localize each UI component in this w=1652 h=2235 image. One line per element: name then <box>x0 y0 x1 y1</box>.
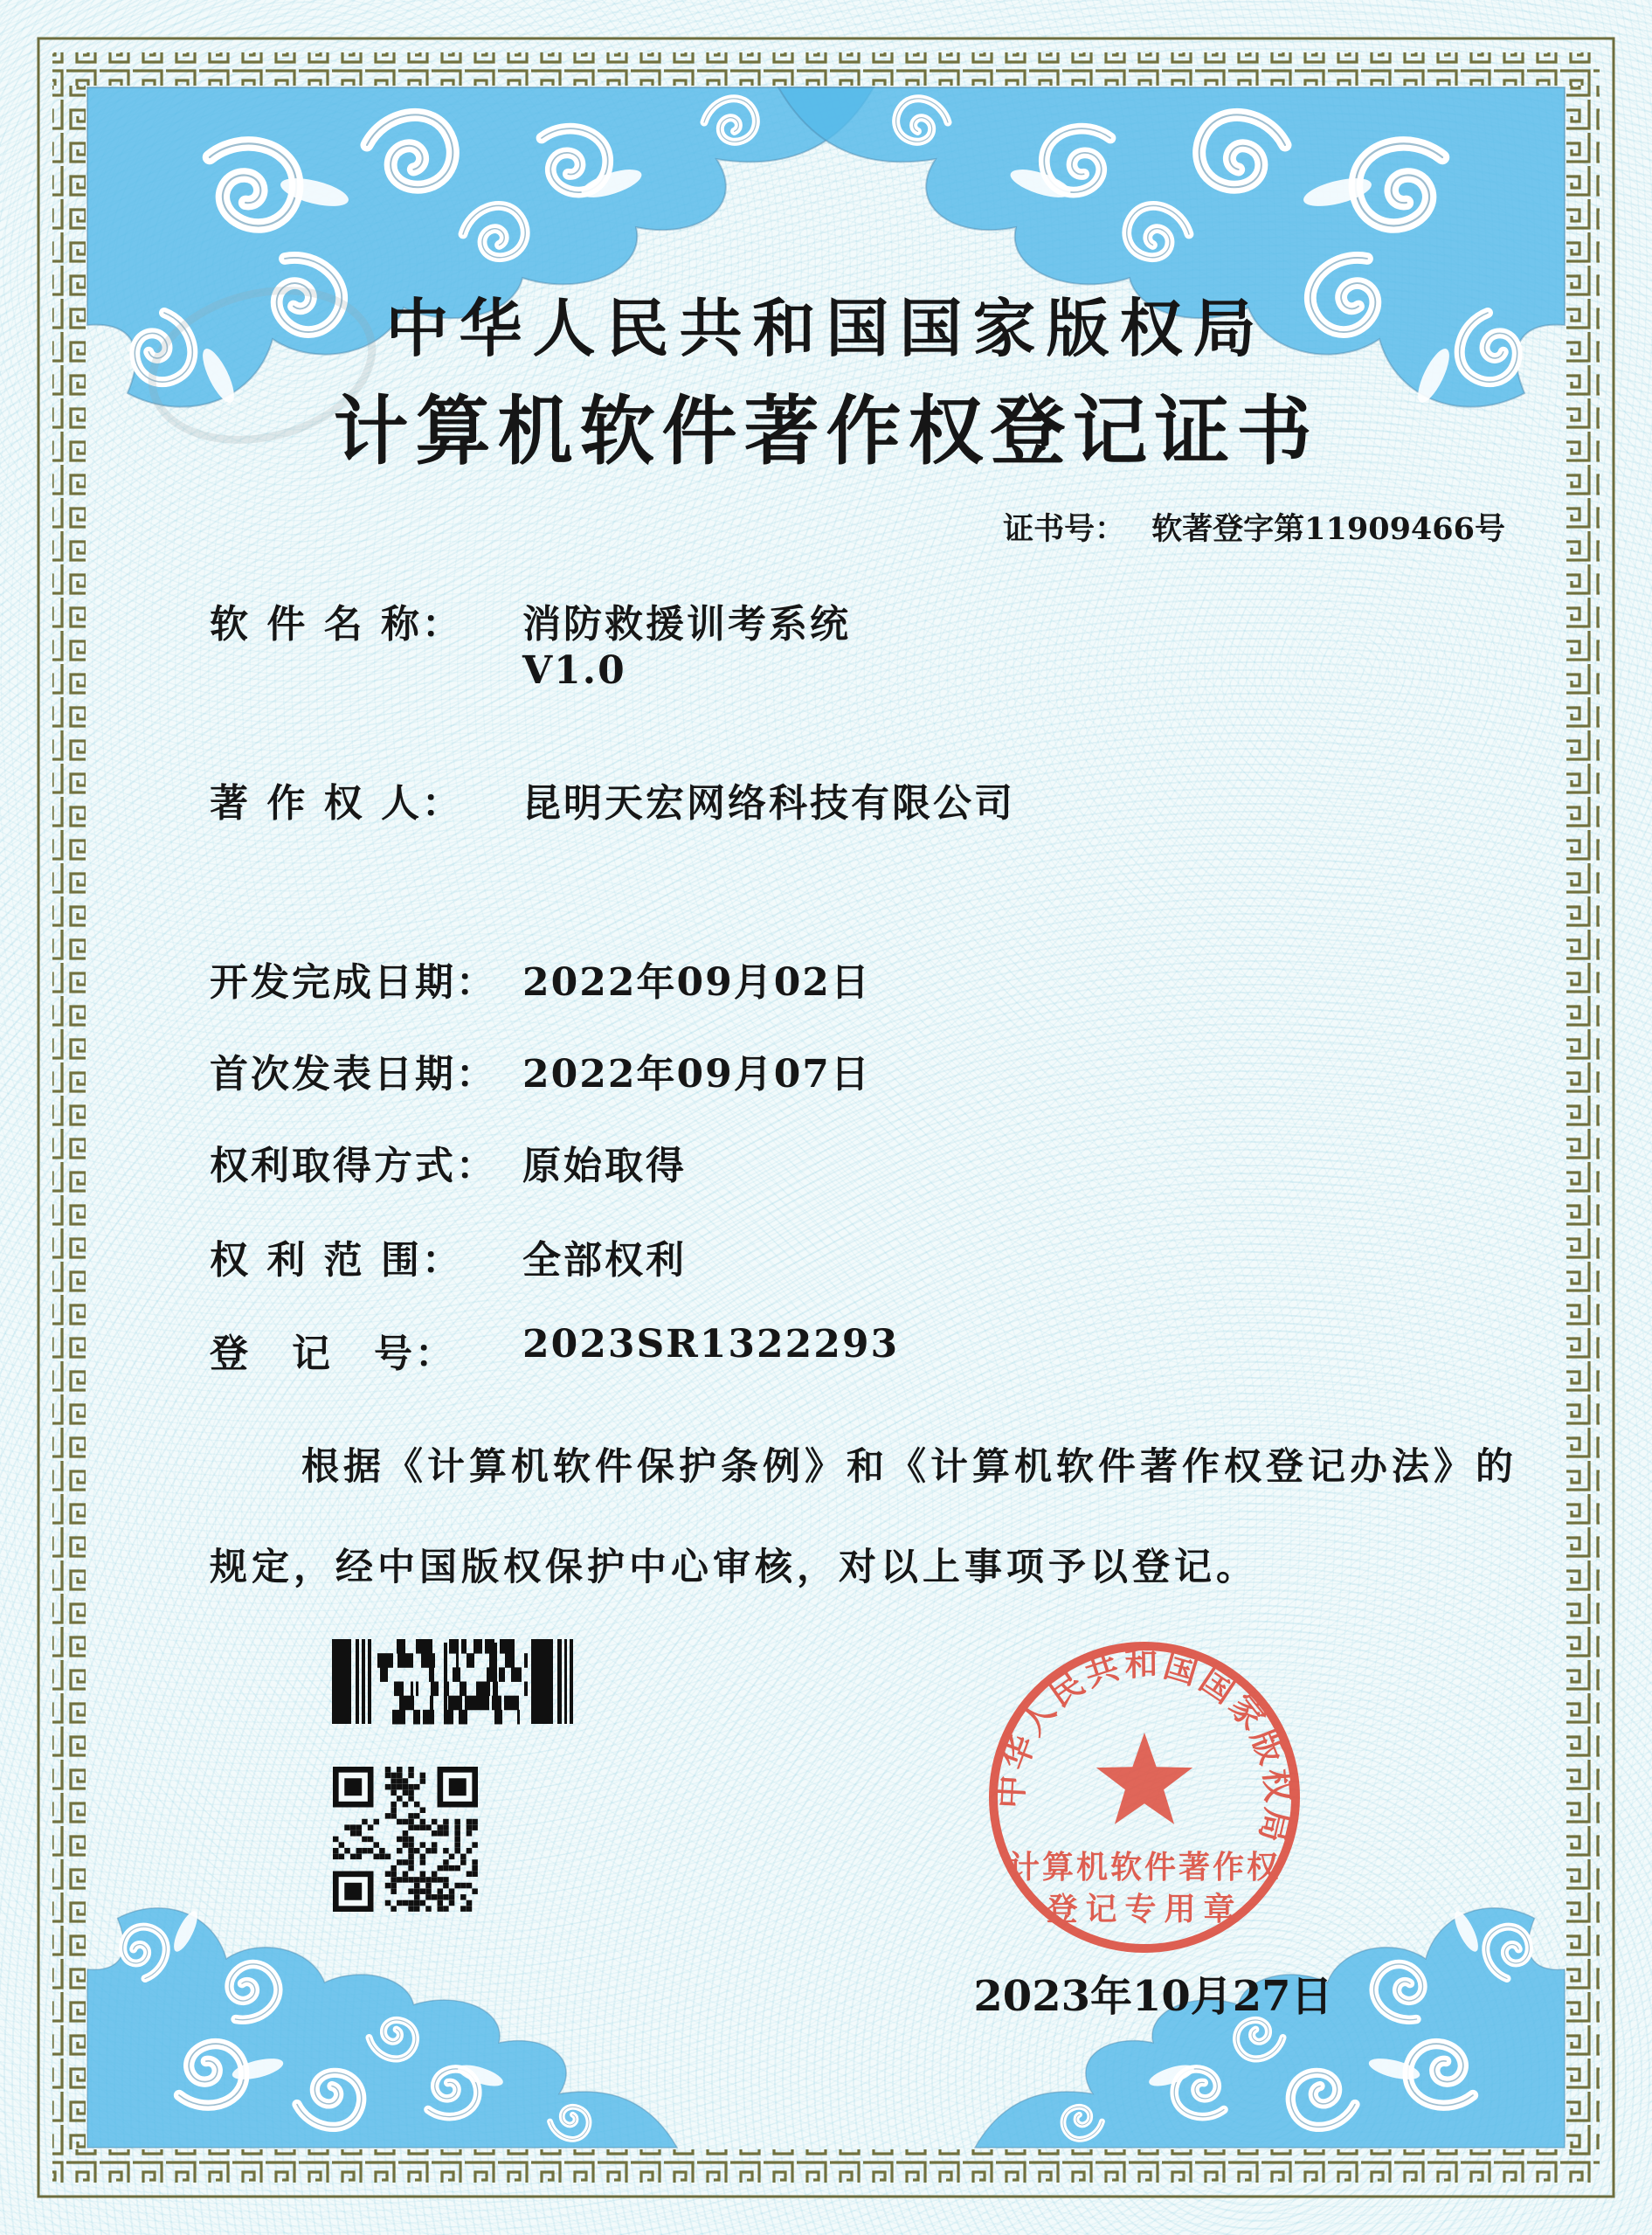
corner-ornament-bottom-left <box>87 1908 677 2148</box>
field-label: 登 记 号： <box>210 1332 456 1376</box>
authority-title: 中华人民共和国国家版权局 <box>385 291 1267 365</box>
statement-line-2: 规定，经中国版权保护中心审核，对以上事项予以登记。 <box>210 1546 1258 1589</box>
certificate-number-line <box>1003 505 1505 549</box>
statement-line-1: 根据《计算机软件保护条例》和《计算机软件著作权登记办法》的 <box>301 1445 1517 1489</box>
field-value-copyright-owner: 昆明天宏网络科技有限公司 <box>522 781 1015 826</box>
field-row-first-publish-date <box>0 1042 1652 1097</box>
svg-text:中华人民共和国国家版权局 <box>988 1623 1317 1850</box>
field-row-software-name <box>0 592 1652 647</box>
meander-band-bottom <box>52 2149 1600 2183</box>
field-row-dev-complete-date <box>0 951 1652 1005</box>
certificate-number-value: 软著登字第11909466号 <box>1151 511 1505 547</box>
field-label: 权利取得方式： <box>210 1144 497 1188</box>
field-value-registration-number: 2023SR1322293 <box>522 1322 900 1367</box>
field-row-copyright-owner <box>0 772 1652 826</box>
certificate-title: 计算机软件著作权登记证书 <box>333 387 1319 475</box>
field-label: 软 件 名 称： <box>210 602 463 647</box>
barcode <box>332 1639 575 1725</box>
official-seal <box>965 1618 1324 1976</box>
field-label: 开发完成日期： <box>210 960 497 1005</box>
field-value-rights-scope: 全部权利 <box>522 1238 687 1283</box>
seal-ring-text: 中华人民共和国国家版权局 <box>991 1644 1298 1850</box>
field-label: 首次发表日期： <box>210 1052 497 1097</box>
field-row-registration-number <box>0 1322 1652 1376</box>
issue-date: 2023年10月27日 <box>973 1972 1333 2021</box>
meander-band-top <box>52 52 1600 86</box>
field-row-rights-scope <box>0 1228 1652 1283</box>
seal-line-2: 登记专用章 <box>1046 1892 1243 1927</box>
seal-star-icon <box>1096 1733 1192 1824</box>
qr-code <box>333 1767 478 1912</box>
field-label: 著 作 权 人： <box>210 781 463 826</box>
field-label: 权 利 范 围： <box>210 1238 463 1283</box>
seal-line-1: 计算机软件著作权 <box>1007 1850 1282 1886</box>
certificate-number-label: 证书号： <box>1003 512 1126 547</box>
field-value-software-name: 消防救援训考系统 <box>522 602 851 647</box>
field-value-first-publish-date: 2022年09月07日 <box>522 1052 871 1097</box>
software-version: V1.0 <box>522 648 626 693</box>
field-value-dev-complete-date: 2022年09月02日 <box>522 960 871 1005</box>
field-value-rights-acquisition: 原始取得 <box>522 1144 687 1188</box>
field-row-rights-acquisition <box>0 1134 1652 1188</box>
